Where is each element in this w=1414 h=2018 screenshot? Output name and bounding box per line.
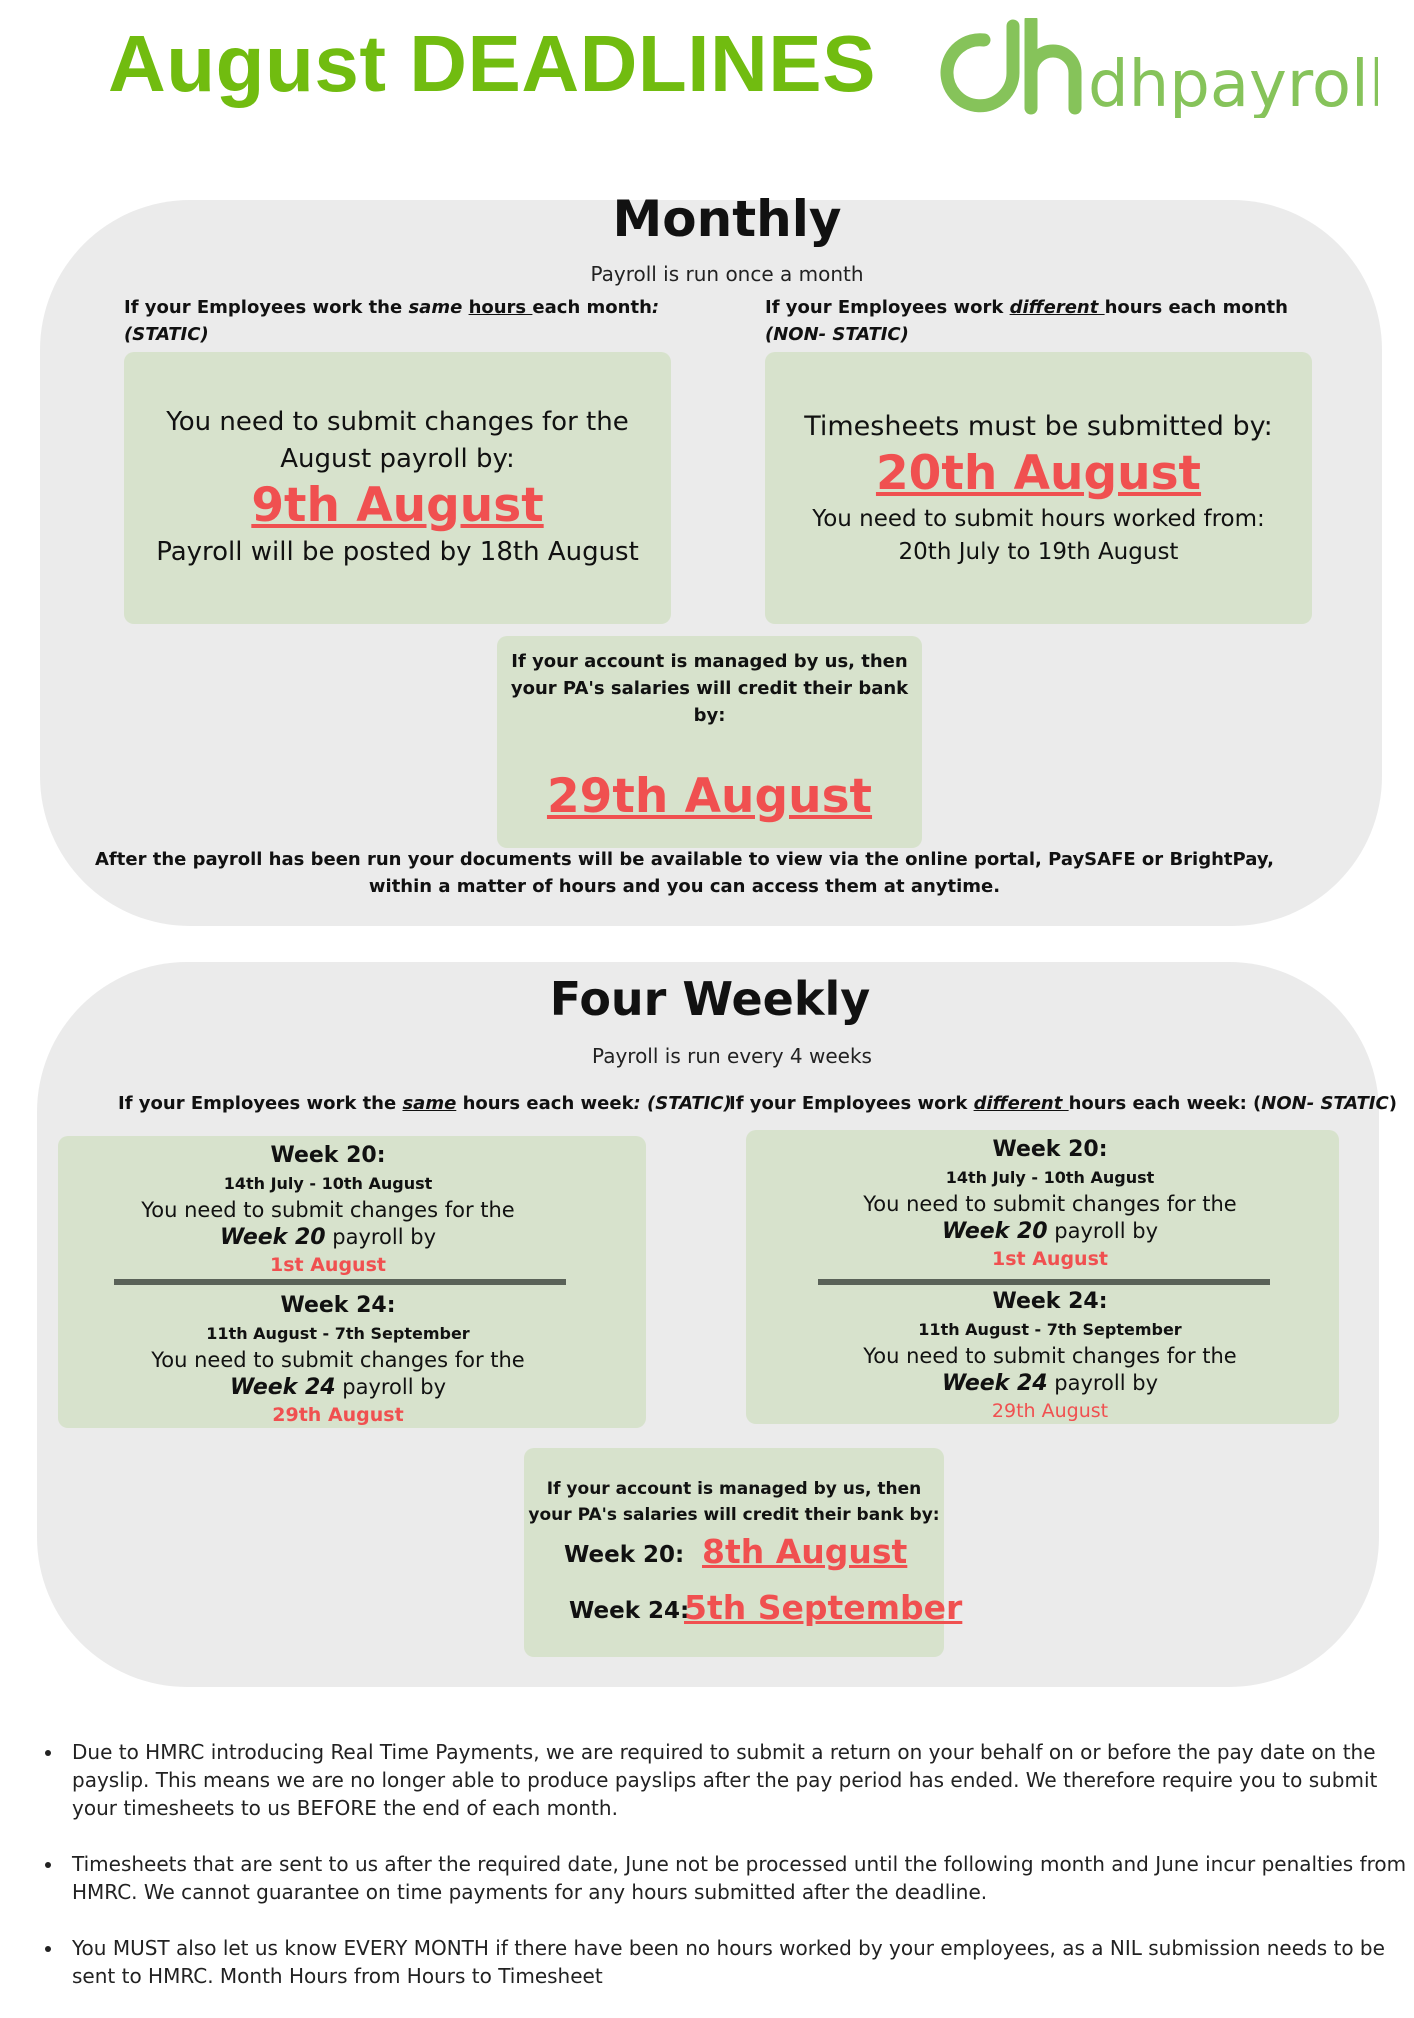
week24-range: 11th August - 7th September [918, 1320, 1182, 1339]
static-posted-text: Payroll will be posted by 18th August [156, 537, 639, 567]
static-deadline-date: 9th August [251, 478, 544, 533]
week20-label: Week 20: [992, 1137, 1108, 1162]
static-week24-block: Week 24: 11th August - 7th September You need to submit changes for the Week 24 payroll by 29th August [151, 1293, 525, 1426]
week24-credit-date: 5th September [684, 1588, 963, 1627]
monthly-nonstatic-box [765, 352, 1312, 624]
logo-wordmark: dhpayroll [1088, 48, 1378, 118]
week20-label: Week 20: [270, 1143, 386, 1168]
weekly-nonstatic-box [746, 1130, 1339, 1424]
week24-label: Week 24: [280, 1293, 396, 1318]
week24-credit-label: Week 24: [569, 1598, 690, 1624]
monthly-managed-box [497, 636, 922, 848]
nonstatic-line3: 20th July to 19th August [898, 539, 1179, 565]
static-line2: August payroll by: [280, 444, 515, 474]
week24-deadline: 29th August [991, 1400, 1109, 1422]
monthly-heading: Monthly [612, 190, 842, 248]
week-divider [818, 1279, 1270, 1285]
week20-deadline: 1st August [992, 1248, 1108, 1270]
weekly-nonstatic-condition: If your Employees work different hours each week: (NON- STATIC) [729, 1093, 1397, 1114]
nonstatic-week20-block: Week 20: 14th July - 10th August You need to submit changes for the Week 20 payroll by 1st August [863, 1137, 1237, 1270]
static-tag: (STATIC) [124, 324, 209, 345]
nonstatic-week24-block: Week 24: 11th August - 7th September You need to submit changes for the Week 24 payroll by 29th August [863, 1289, 1237, 1422]
four-weekly-heading: Four Weekly [549, 972, 871, 1026]
nonstatic-tag: (NON- STATIC) [765, 324, 909, 345]
notes-list [38, 1738, 1414, 2018]
week24-deadline: 29th August [272, 1404, 404, 1426]
week20-credit-label: Week 20: [564, 1542, 685, 1568]
monthly-documents-note: After the payroll has been run your documents will be available to view via the online portal, PaySAFE or BrightPay, within a matter of hours and you can access them at anytime. [95, 849, 1274, 897]
week-divider [114, 1279, 566, 1285]
weekly-managed-box [524, 1448, 963, 1657]
nonstatic-line1: Timesheets must be submitted by: [804, 411, 1273, 442]
week20-range: 14th July - 10th August [945, 1168, 1155, 1187]
list-item: • Due to HMRC introducing Real Time Payments, we are required to submit a return on your behalf on or before the pay date on the payslip. This means we are no longer able to produce payslips after the pay period has ended. We therefore require you to submit your timesheets to us BEFORE the end of each month. [64, 1738, 1414, 1822]
four-weekly-subtitle: Payroll is run every 4 weeks [592, 1044, 872, 1068]
weekly-managed-text: If your account is managed by us, then your PA's salaries will credit their bank by: [528, 1479, 940, 1525]
list-item: • You MUST also let us know EVERY MONTH if there have been no hours worked by your employees, as a NIL submission needs to be sent to HMRC. Month Hours from Hours to Timesheet [64, 1934, 1414, 1990]
managed-line1: If your account is managed by us, then [511, 651, 908, 672]
managed-credit-date: 29th August [546, 769, 873, 824]
monthly-static-condition: If your Employees work the same hours each month: (STATIC) [124, 297, 660, 345]
managed-line2: your PA's salaries will credit their bank by: [510, 678, 909, 726]
monthly-nonstatic-condition: If your Employees work different hours each month (NON- STATIC) [765, 297, 1288, 345]
monthly-static-box [124, 352, 671, 624]
static-week20-block: Week 20: 14th July - 10th August You need to submit changes for the Week 20 payroll by 1st August [141, 1143, 515, 1276]
dh-monogram-icon [938, 18, 1378, 118]
week24-range: 11th August - 7th September [206, 1324, 470, 1343]
list-item: • Timesheets that are sent to us after the required date, June not be processed until the following month and June incur penalties from HMRC. We cannot guarantee on time payments for any hours submitted after the deadline. [64, 1850, 1414, 1906]
weekly-static-condition: If your Employees work the same hours each week: (STATIC) [118, 1093, 732, 1114]
weekly-static-box [58, 1136, 646, 1428]
dhpayroll-logo [938, 18, 1378, 118]
week20-deadline: 1st August [270, 1254, 386, 1276]
week24-label: Week 24: [992, 1289, 1108, 1314]
nonstatic-line2: You need to submit hours worked from: [812, 506, 1265, 532]
monthly-subtitle: Payroll is run once a month [590, 262, 864, 286]
static-line1: You need to submit changes for the [166, 407, 629, 437]
nonstatic-deadline-date: 20th August [875, 446, 1202, 501]
week20-range: 14th July - 10th August [223, 1174, 433, 1193]
page-title: August DEADLINES [108, 19, 876, 108]
week20-credit-date: 8th August [702, 1532, 908, 1571]
